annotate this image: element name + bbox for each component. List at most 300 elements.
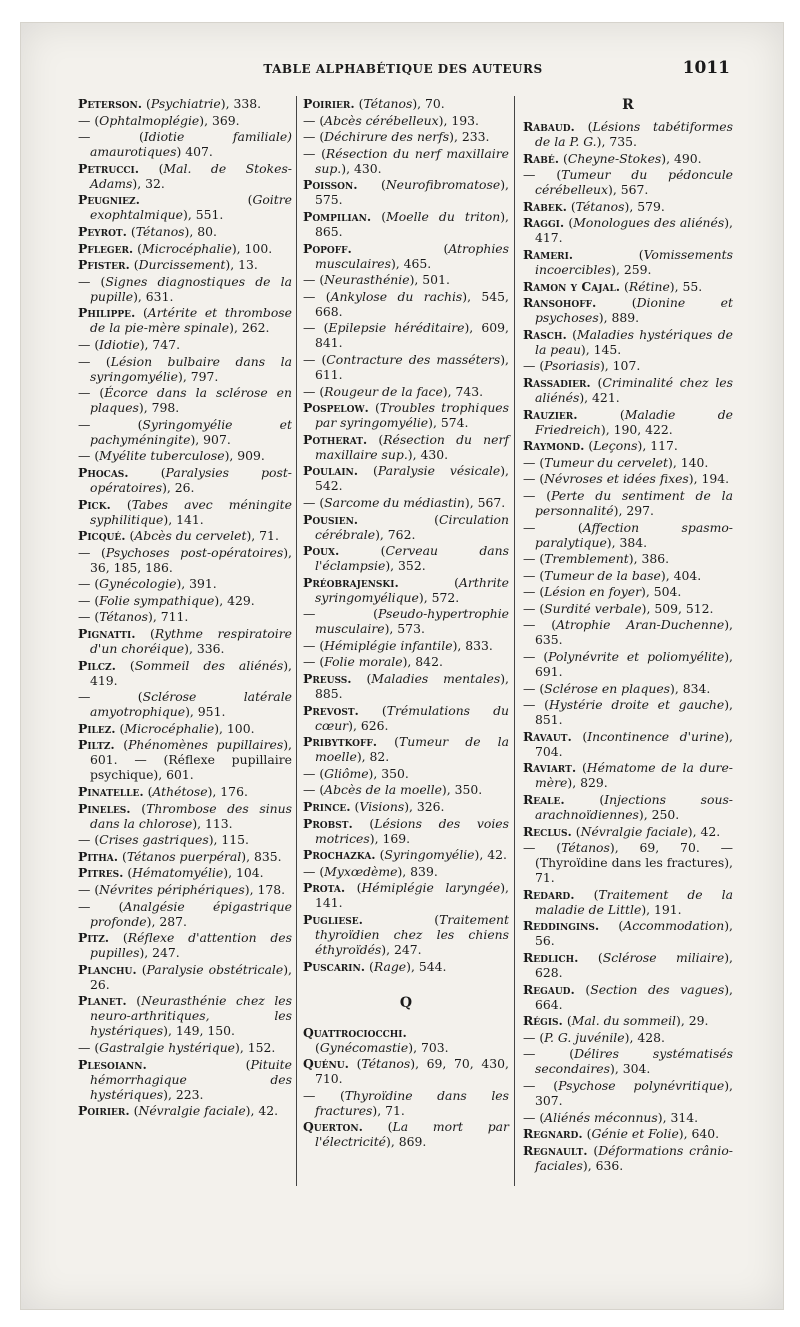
index-entry: — (Sclérose en plaques), 834. [523, 680, 711, 696]
author-name: Prota. [303, 880, 346, 896]
entry-subject: Gynécomastie [319, 1039, 409, 1055]
author-name: — [78, 832, 91, 848]
index-entry: — (Psoriasis), 107. [523, 358, 641, 374]
index-entry: — (Crises gastriques), 115. [78, 832, 249, 848]
author-name: Regaud. [523, 981, 575, 997]
index-entry: Rassadier. (Criminalité chez les aliénés), 421. [523, 374, 733, 405]
page-references: , 889. [603, 310, 640, 326]
entry-subject: Perte du sentiment de la personnalité [535, 487, 733, 518]
page-references: , 567. [469, 494, 506, 510]
index-entry: Poirier. (Tétanos), 70. [303, 96, 445, 111]
author-name: Plesoiann. [78, 1056, 147, 1072]
page-references: , 417. [535, 215, 733, 246]
author-name: Phocas. [78, 464, 129, 480]
index-entry: — (Lésion bulbaire dans la syringomyélie), 797. [78, 353, 292, 384]
index-entry: Pilez. (Microcéphalie), 100. [78, 720, 255, 736]
page-references: , 55. [674, 278, 703, 294]
entry-subject: Monologues des aliénés [573, 215, 725, 231]
entry-subject: Ophtalmoplégie [99, 112, 200, 128]
entry-subject: Névrites périphériques [99, 882, 245, 897]
author-name: Quénu. [303, 1056, 349, 1072]
author-name: Planet. [78, 993, 127, 1009]
index-entry: — (Perte du sentiment de la personnalité), 297. [523, 487, 733, 518]
index-entry: — (Pseudo-hypertrophie musculaire), 573. [303, 606, 509, 637]
author-name: Pitres. [78, 865, 124, 881]
entry-subject: Tumeur du cervelet [544, 454, 668, 470]
author-name: Raggi. [523, 215, 565, 231]
entry-subject: Tétanos [361, 1056, 411, 1072]
index-entry: Regaud. (Section des vagues), 664. [523, 981, 733, 1012]
index-column-1 [78, 96, 292, 1197]
entry-subject: Neurasthénie chez les neuro-arthritiques, les hystériques [90, 993, 292, 1039]
page-references: , 42. [250, 1103, 279, 1119]
page-references: , 80. [189, 223, 217, 239]
entry-subject: Troubles trophiques par syringomyélie [315, 400, 509, 431]
page-references: , 29. [680, 1013, 709, 1029]
page-references: , 350. [373, 765, 409, 781]
author-name: — [303, 654, 316, 670]
index-entry: — (Ankylose du rachis), 545, 668. [303, 288, 509, 319]
page-references: , 140. [672, 454, 709, 470]
entry-subject: Myxœdème [324, 863, 398, 879]
page-references: , 421. [584, 389, 620, 405]
author-name: Poux. [303, 543, 340, 559]
entry-subject: Névralgie faciale [138, 1103, 246, 1119]
index-entry: Rameri. (Vomissements incoercibles), 259. [523, 246, 733, 277]
author-name: — [303, 782, 316, 798]
author-name: Pitz. [78, 930, 110, 946]
entry-subject: Gliôme [324, 765, 369, 781]
index-entry: — (Hystérie droite et gauche), 851. [523, 697, 733, 728]
page-references: , 178. [249, 882, 286, 897]
index-entry: Poisson. (Neurofibromatose), 575. [303, 177, 509, 208]
page-references: , 384. [611, 534, 648, 550]
index-entry: Phocas. (Paralysies post-opératoires), 26. [78, 464, 292, 495]
entry-subject: Abcès de la moelle [324, 782, 442, 798]
page-references: , 509, 512. [646, 600, 714, 616]
index-entry: Prochazka. (Syringomyélie), 42. [303, 847, 507, 863]
page-references: , 32. [137, 175, 165, 191]
page-references: , 100. [219, 720, 255, 736]
page-references: , 575. [315, 177, 509, 208]
entry-subject: Écorce dans la sclérose en plaques [90, 385, 292, 416]
entry-subject: Mal. du sommeil [571, 1013, 676, 1029]
index-entry: — (Délires systématisés secondaires), 304. [523, 1046, 733, 1077]
page-references: , 190, 422. [605, 421, 673, 437]
author-name: — [78, 129, 91, 145]
index-entry: — (Idiotie familiale) amaurotiques) 407. [78, 129, 292, 160]
page-references: , 26. [166, 479, 195, 495]
entry-subject: Abcès cérébelleux [324, 112, 439, 128]
index-entry: Redard. (Traitement de la maladie de Little), 191. [523, 886, 733, 917]
page-references: , 907. [195, 431, 231, 447]
author-name: — [523, 358, 536, 374]
page-references: , 193. [443, 112, 479, 128]
author-name: Poulain. [303, 463, 359, 479]
entry-subject: Idiotie familiale) amaurotiques [90, 129, 292, 160]
page-references: , 145. [585, 341, 622, 357]
page-references: , 352. [390, 558, 426, 574]
index-entry: — (Gynécologie), 391. [78, 576, 217, 592]
entry-subject: Trémulations du cœur [315, 702, 509, 733]
page-references: , 326. [409, 799, 445, 815]
page-references: , 70. [417, 96, 445, 111]
page-references: , 834. [674, 680, 711, 696]
author-name: — [523, 519, 536, 535]
author-name: Rabek. [523, 198, 567, 214]
entry-subject: Cheyne-Stokes [567, 150, 662, 166]
author-name: — [303, 606, 316, 622]
index-entry: Puscarin. (Rage), 544. [303, 958, 447, 974]
entry-subject: Pseudo-hypertrophie musculaire [315, 606, 509, 637]
author-name: — [78, 273, 91, 289]
index-entry: Quénu. (Tétanos), 69, 70, 430, 710. [303, 1056, 509, 1087]
index-entry: — (Surdité verbale), 509, 512. [523, 600, 714, 616]
page-references: , 169. [374, 830, 411, 846]
author-name: — [523, 471, 536, 487]
author-name: — [523, 1029, 536, 1045]
page-references: , 141. [168, 511, 204, 527]
index-entry: — (Contracture des masséters), 611. [303, 351, 509, 382]
index-entry: — (Idiotie), 747. [78, 336, 181, 352]
page-references: , 176. [212, 784, 248, 800]
column-divider [514, 96, 515, 1186]
entry-subject: Lésions tabétiformes de la P. G. [535, 119, 733, 149]
entry-subject: Polynévrite et poliomyélite [548, 649, 725, 665]
author-name: Rameri. [523, 246, 574, 262]
author-name: Pinatelle. [78, 784, 144, 800]
author-name: Picqué. [78, 528, 126, 544]
author-name: — [523, 167, 536, 183]
index-entry: Poulain. (Paralysie vésicale), 542. [303, 463, 509, 494]
entry-subject: Athétose [152, 784, 208, 800]
page-references: 407. [181, 144, 213, 160]
index-entry: — (Thyroïdine dans les fractures), 71. [303, 1087, 509, 1118]
author-name: Piltz. [78, 737, 115, 753]
entry-subject: Idiotie [99, 336, 140, 352]
index-entry: Probst. (Lésions des voies motrices), 169. [303, 815, 509, 846]
page-references: , 567. [612, 182, 649, 198]
entry-subject: Affection spasmo-paralytique [535, 519, 733, 550]
author-name: Raviart. [523, 760, 577, 776]
entry-subject: Paralysie obstétricale [146, 961, 284, 977]
index-entry: — (Myxœdème), 839. [303, 863, 438, 879]
entry-subject: Thrombose des sinus dans la chlorose [90, 800, 292, 831]
index-entry: Pribytkoff. (Tumeur de la moelle), 82. [303, 734, 509, 765]
entry-subject: Folie sympathique [99, 592, 215, 608]
index-entry: Querton. (La mort par l'électricité), 869. [303, 1119, 509, 1150]
author-name: Querton. [303, 1119, 363, 1135]
author-name: Pousien. [303, 511, 359, 527]
author-name: Raymond. [523, 438, 585, 454]
author-name: Regnault. [523, 1142, 588, 1158]
entry-subject: Hématome de la dure-mère [535, 760, 733, 791]
author-name: Philippe. [78, 305, 136, 321]
author-name: — [78, 609, 91, 625]
entry-subject: Paralysies post-opératoires [90, 464, 292, 495]
page-references: , 703. [413, 1039, 449, 1055]
author-name: — [523, 600, 536, 616]
index-entry: Raggi. (Monologues des aliénés), 417. [523, 215, 733, 246]
index-entry: — (Syringomyélie et pachyméningite), 907. [78, 416, 292, 447]
entry-subject: Criminalité chez les aliénés [535, 374, 733, 405]
page-references: , 544. [410, 958, 447, 974]
page-references: , 631. [137, 288, 174, 304]
entry-subject: Contracture des masséters [326, 351, 501, 367]
entry-subject: Analgésie épigastrique profonde [90, 898, 292, 929]
entry-subject: Tétanos [99, 609, 148, 625]
index-entry: — (Polynévrite et poliomyélite), 691. [523, 649, 733, 680]
page-references: , 428. [629, 1029, 665, 1045]
page-references: , 664. [535, 981, 733, 1012]
index-entry: — (Analgésie épigastrique profonde), 287. [78, 898, 292, 929]
entry-subject: Ankylose du rachis [330, 288, 463, 304]
entry-subject: Déchirure des nerfs [324, 129, 450, 145]
entry-subject: Traitement thyroïdien chez les chiens éthyroïdés [315, 912, 509, 957]
index-entry: — (Lésion en foyer), 504. [523, 584, 682, 600]
entry-subject: Tétanos [575, 198, 625, 214]
author-name: — [303, 112, 316, 128]
index-entry: — (Folie sympathique), 429. [78, 592, 255, 608]
entry-subject: Tabes avec méningite syphilitique [90, 496, 292, 527]
author-name: Préobrajenski. [303, 574, 399, 590]
entry-subject: Névralgie faciale [580, 823, 688, 839]
page-references: , 314. [662, 1109, 699, 1125]
author-name: Pitha. [78, 848, 119, 864]
author-name: Petrucci. [78, 160, 140, 176]
entry-subject: Neurofibromatose [385, 177, 501, 193]
entry-subject: Myélite tuberculose [99, 448, 225, 464]
author-name: — [523, 649, 536, 665]
page-references: , 307. [535, 1077, 733, 1108]
author-name: Prevost. [303, 702, 359, 718]
author-name: Régis. [523, 1013, 563, 1029]
author-name: — [523, 551, 536, 567]
author-name: — [303, 494, 316, 510]
entry-subject: Aliénés méconnus [544, 1109, 658, 1125]
author-name: — [303, 351, 316, 367]
entry-subject: Tétanos [363, 96, 413, 111]
author-name: — [523, 1046, 536, 1062]
index-entry: Poirier. (Névralgie faciale), 42. [78, 1103, 279, 1119]
page-references: , 628. [535, 950, 733, 980]
index-entry: — (Affection spasmo-paralytique), 384. [523, 519, 733, 550]
entry-subject: Maladies mentales [371, 671, 501, 687]
index-entry: Picqué. (Abcès du cervelet), 71. [78, 528, 279, 544]
index-column-2 [303, 96, 509, 1197]
author-name: — [523, 454, 536, 470]
author-name: Poirier. [78, 1103, 130, 1119]
section-letter: R [622, 97, 634, 113]
author-name: — [523, 584, 536, 600]
entry-subject: Déformations crânio-faciales [535, 1142, 733, 1173]
page-references: , 640. [683, 1126, 720, 1142]
index-entry: Poux. (Cerveau dans l'éclampsie), 352. [303, 543, 509, 574]
page-references: , 152. [239, 1039, 276, 1055]
index-entry: — (Tumeur de la base), 404. [523, 567, 702, 583]
index-entry: Rabaud. (Lésions tabétiformes de la P. G.), 735. [523, 119, 733, 149]
page-references: , 297. [618, 502, 654, 518]
index-entry: Peterson. (Psychiatrie), 338. [78, 96, 262, 111]
entry-subject: Thyroïdine dans les fractures [315, 1087, 509, 1118]
page-references: , 951. [189, 704, 226, 720]
index-entry: — (Tétanos), 711. [78, 609, 189, 625]
index-entry: — (Signes diagnostiques de la pupille), 631. [78, 273, 292, 304]
entry-subject: Folie morale [324, 654, 403, 670]
entry-subject: Sclérose latérale amyotrophique [90, 689, 292, 720]
index-entry: — (Psychose polynévritique), 307. [523, 1077, 733, 1108]
page-references: , 833. [457, 637, 493, 653]
page-references: , 191. [646, 901, 682, 917]
entry-subject: Traitement de la maladie de Little [535, 886, 733, 917]
entry-subject: Lésions des voies motrices [315, 815, 509, 846]
author-name: Poirier. [303, 96, 355, 111]
index-entry: — (Tumeur du cervelet), 140. [523, 454, 709, 470]
page-references: , 56. [535, 918, 733, 949]
author-name: Puscarin. [303, 958, 366, 974]
index-entry: Petrucci. (Mal. de Stokes-Adams), 32. [78, 160, 292, 191]
page-references: , 573. [389, 621, 425, 637]
author-name: Rabaud. [523, 119, 575, 134]
entry-subject: Sommeil des aliénés [134, 657, 284, 673]
index-entry: Popoff. (Atrophies musculaires), 465. [303, 240, 509, 271]
page-references: , 545, 668. [315, 288, 509, 319]
index-entry: Prince. (Visions), 326. [303, 799, 445, 815]
page-references: , 797. [182, 368, 219, 384]
index-entry: — (Sarcome du médiastin), 567. [303, 494, 506, 510]
entry-subject: Microcéphalie [142, 240, 232, 256]
entry-subject: Hémiplégie infantile [324, 637, 453, 653]
entry-subject: Phénomènes pupillaires [128, 737, 284, 753]
entry-subject: Psychose polynévritique [558, 1077, 725, 1093]
entry-subject: Sarcome du médiastin [324, 494, 465, 510]
index-entry: — (Tremblement), 386. [523, 551, 670, 567]
author-name: Prochazka. [303, 847, 376, 863]
index-entry: — (Hémiplégie infantile), 833. [303, 637, 493, 653]
page-references: , 735. [601, 134, 637, 149]
page-references: , 798. [143, 400, 180, 416]
page-references: , 69, 70, 430, 710. [315, 1056, 509, 1087]
author-name: — [78, 112, 91, 128]
page-references: , 869. [390, 1134, 427, 1150]
entry-subject: Incontinence d'urine [587, 728, 725, 744]
author-name: Potherat. [303, 431, 368, 447]
page-references: , 42. [692, 823, 721, 839]
page-references: , 430. [412, 446, 449, 462]
index-entry: Planet. (Neurasthénie chez les neuro-arthritiques, les hystériques), 149, 150. [78, 993, 292, 1039]
index-entry: Pignatti. (Rythme respiratoire d'un choréique), 336. [78, 626, 292, 657]
entry-subject: Maladie de Friedreich [535, 406, 733, 437]
index-entry: Quattrociocchi. (Gynécomastie), 703. [303, 1024, 449, 1055]
author-name: — [523, 1109, 536, 1125]
index-entry: Pitz. (Réflexe d'attention des pupilles), 247. [78, 930, 292, 961]
author-name: — [78, 353, 91, 369]
index-entry: Plesoiann. (Pituite hémorrhagique des hystériques), 223. [78, 1056, 292, 1102]
page-references: , 223. [167, 1086, 204, 1102]
page-references: , 551. [187, 207, 224, 223]
index-entry: — (Ophtalmoplégie), 369. [78, 112, 240, 128]
page-references: , 141. [315, 880, 509, 911]
entry-subject: Circulation cérébrale [315, 511, 509, 542]
entry-subject: Lésion bulbaire dans la syringomyélie [90, 353, 292, 384]
entry-subject: Signes diagnostiques de la pupille [90, 273, 292, 304]
author-name: Popoff. [303, 240, 352, 256]
index-entry: Reddingins. (Accommodation), 56. [523, 918, 733, 949]
index-entry: — (Tumeur du pédoncule cérébelleux), 567. [523, 167, 733, 198]
index-entry: Reclus. (Névralgie faciale), 42. [523, 823, 721, 839]
page-references: , 626. [352, 717, 389, 733]
author-name: — [303, 863, 316, 879]
page-references: , 636. [587, 1157, 624, 1173]
page-references: , 430. [346, 160, 382, 176]
entry-subject: Psychoses post-opératoires [105, 544, 284, 560]
index-entry: Regnault. (Déformations crânio-faciales), 636. [523, 1142, 733, 1173]
entry-subject: Résection du nerf maxillaire sup. [315, 145, 510, 176]
page-header [78, 58, 728, 82]
author-name: — [303, 320, 316, 336]
entry-subject: Goitre exophtalmique [90, 192, 292, 223]
page-references: , 113. [197, 815, 233, 831]
entry-subject: Abcès du cervelet [134, 528, 247, 544]
page-references: , 579. [629, 198, 665, 214]
entry-subject: Tétanos [135, 223, 185, 239]
index-entry: — (Déchirure des nerfs), 233. [303, 129, 490, 145]
author-name: — [78, 416, 91, 432]
index-entry: Pinatelle. (Athétose), 176. [78, 784, 248, 800]
entry-subject: Surdité verbale [544, 600, 642, 616]
page-references: , 386. [633, 551, 670, 567]
page-references: , 26. [90, 961, 292, 992]
author-name: Reddingins. [523, 918, 600, 934]
author-name: Regnard. [523, 1126, 583, 1142]
page-references: , 107. [604, 358, 641, 374]
author-name: — [523, 680, 536, 696]
section-letter: Q [399, 994, 413, 1011]
author-name: Rassadier. [523, 374, 591, 390]
index-entry: Pospelow. (Troubles trophiques par syringomyélie), 574. [303, 400, 509, 431]
index-entry: Pfleger. (Microcéphalie), 100. [78, 240, 273, 256]
author-name: Redard. [523, 886, 575, 902]
index-entry: Pompilian. (Moelle du triton), 865. [303, 208, 509, 239]
page-references: , 851. [535, 697, 733, 728]
entry-subject: Neurasthénie [324, 272, 410, 288]
author-name: — [523, 840, 536, 856]
author-name: Pignatti. [78, 626, 136, 642]
author-name: — [78, 689, 91, 705]
index-entry: — (Rougeur de la face), 743. [303, 383, 484, 399]
entry-subject: La mort par l'électricité [315, 1119, 509, 1150]
entry-subject: Hystérie droite et gauche [548, 697, 725, 713]
author-name: — [303, 383, 316, 399]
author-name: Reale. [523, 792, 565, 808]
author-name: Quattrociocchi. [303, 1024, 407, 1040]
author-name: Peyrot. [78, 223, 127, 239]
entry-subject: Leçons [593, 438, 638, 454]
page-references: , 100. [236, 240, 273, 256]
author-name: Ravaut. [523, 728, 572, 744]
author-name: Prince. [303, 799, 351, 815]
index-entry: — (Tétanos), 69, 70. — (Thyroïdine dans les fractures), 71. [523, 840, 733, 886]
author-name: — [303, 129, 316, 145]
author-name: Pugliese. [303, 912, 363, 927]
index-entry: Rauzier. (Maladie de Friedreich), 190, 422. [523, 406, 733, 437]
page-references: , 36, 185, 186. [90, 544, 292, 575]
author-name: — [78, 544, 91, 560]
page-references: , 419. [90, 657, 292, 688]
index-entry: Pilcz. (Sommeil des aliénés), 419. [78, 657, 292, 688]
author-name: — [303, 272, 316, 288]
author-name: — [303, 145, 316, 161]
